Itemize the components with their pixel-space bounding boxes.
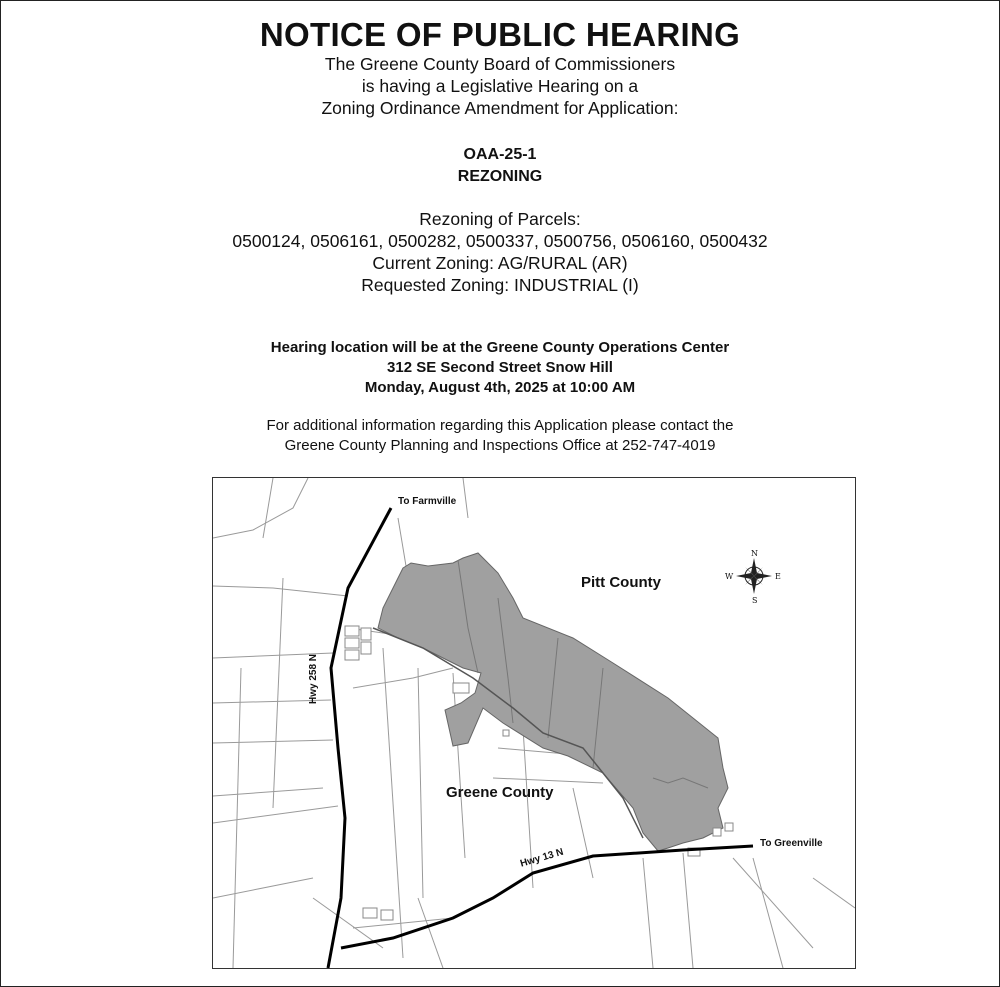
compass-north: N [751,549,758,558]
compass-south: S [752,596,758,605]
contact-info [0,416,1000,456]
hwy-258-road [328,508,391,968]
pitt-county-label: Pitt County [581,574,661,591]
contact-line: For additional information regarding this Application please contact the [266,417,734,434]
compass-rose [736,558,772,594]
application-block [0,144,1000,188]
current-zoning: Current Zoning: AG/RURAL (AR) [372,253,628,273]
parcels-heading: Rezoning of Parcels: [419,209,581,229]
intro-line: is having a Legislative Hearing on a [361,76,639,96]
hwy-13-label: Hwy 13 N [519,846,565,870]
compass-west: W [725,572,734,581]
greene-county-label: Greene County [446,784,554,801]
hearing-details [0,338,1000,398]
parcels-block [0,208,1000,296]
map-drawing [213,478,855,968]
requested-zoning: Requested Zoning: INDUSTRIAL (I) [361,275,639,295]
rezoning-map [212,477,856,969]
intro-line: The Greene County Board of Commissioners [324,54,676,74]
to-greenville-label: To Greenville [760,838,823,849]
compass-east: E [775,572,781,581]
hearing-location: Hearing location will be at the Greene County Operations Center [270,339,730,356]
hwy-258-label: Hwy 258 N [308,653,319,704]
application-type: REZONING [457,168,543,185]
hearing-date-time: Monday, August 4th, 2025 at 10:00 AM [364,379,636,396]
hearing-address: 312 SE Second Street Snow Hill [387,359,613,376]
contact-line: Greene County Planning and Inspections Office at 252-747-4019 [284,437,716,454]
parcel-list: 0500124, 0506161, 0500282, 0500337, 0500756, 0506160, 0500432 [232,231,768,251]
notice-title: NOTICE OF PUBLIC HEARING [259,16,741,53]
application-id: OAA-25-1 [463,146,537,163]
intro-text [0,53,1000,119]
to-farmville-label: To Farmville [398,496,457,507]
intro-line: Zoning Ordinance Amendment for Application: [321,98,679,118]
rezoning-area [378,553,728,851]
